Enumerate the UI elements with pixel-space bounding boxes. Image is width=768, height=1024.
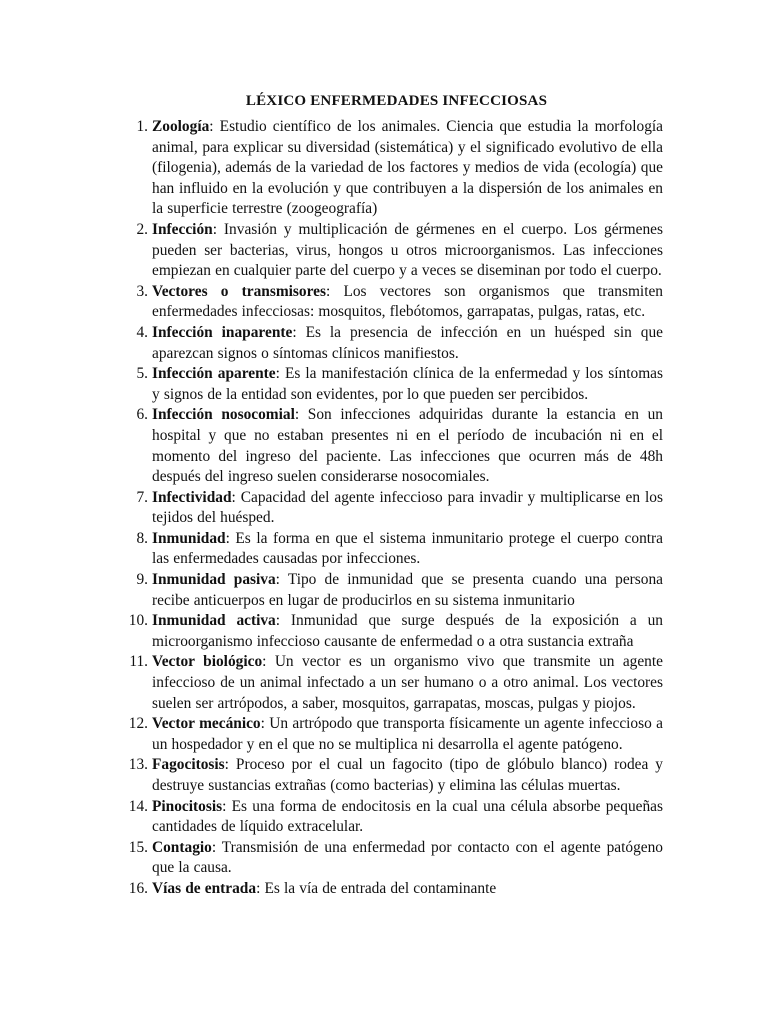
item-number: 15. [128,838,148,856]
glossary-item [124,714,663,755]
term-name: Contagio [152,838,212,856]
glossary-item [124,838,663,879]
item-number: 1. [136,118,148,135]
glossary-item [124,755,663,796]
item-number: 12. [128,715,148,733]
term-name: Pinocitosis [152,797,223,815]
term-name: Inmunidad activa [152,612,276,630]
term-name: Inmunidad [152,529,226,547]
term-definition: : Es la forma en que el sistema inmunitario protege el cuerpo contra las enfermedades causadas por infecciones. [152,529,663,568]
glossary-item [124,570,663,611]
term-name: Infección nosocomial [152,406,295,424]
term-definition: : Tipo de inmunidad que se presenta cuando una persona recibe anticuerpos en lugar de producirlos en su sistema inmunitario [152,571,663,609]
term-definition: : Inmunidad que surge después de la exposición a un microorganismo infeccioso causante de enfermedad o a otra sustancia extraña [152,612,664,650]
glossary-item [124,797,663,838]
document-title: LÉXICO ENFERMEDADES INFECCIOSAS [245,93,548,109]
item-number: 4. [136,323,148,341]
item-number: 9. [136,571,148,589]
term-name: Zoología [152,118,210,135]
term-name: Vector biológico [152,653,263,671]
term-name: Infección aparente [152,365,276,383]
term-definition: : Invasión y multiplicación de gérmenes en el cuerpo. Los gérmenes pueden ser bacterias, virus, hongos u otros microorganismos. Las infecciones empiezan en cualquier parte del cuerpo y a veces se diseminan por todo el cuerpo. [152,220,663,280]
term-name: Infección inaparente [152,323,293,341]
glossary-item [124,879,663,900]
term-name: Vector mecánico [152,715,261,733]
term-name: Fagocitosis [152,756,225,774]
glossary-item [124,364,663,405]
glossary-item [124,611,663,652]
term-definition: : Es la presencia de infección en un huésped sin que aparezcan signos o síntomas clínicos manifiestos. [152,323,663,362]
glossary-item [124,323,663,364]
term-definition: : Es la manifestación clínica de la enfermedad y los síntomas y signos de la entidad son evidentes, por lo que pueden ser percibidos. [152,365,663,403]
item-number: 14. [128,797,148,815]
item-number: 3. [136,282,148,300]
term-definition: : Son infecciones adquiridas durante la estancia en un hospital y que no estaban presentes ni en el período de incubación ni en el momento del ingreso del paciente. Las infecciones que ocurren más de 48h después del ingreso suelen considerarse nosocomiales. [152,406,663,486]
item-number: 2. [136,220,148,238]
glossary-item [124,405,663,487]
item-number: 11. [129,653,148,671]
item-number: 7. [136,488,148,506]
term-definition: : Un artrópodo que transporta físicamente un agente infeccioso a un hospedador y en el que no se multiplica ni desarrolla el agente patógeno. [152,715,663,753]
term-definition: : Transmisión de una enfermedad por contacto con el agente patógeno que la causa. [152,838,663,877]
term-definition: : Capacidad del agente infeccioso para invadir y multiplicarse en los tejidos del huésped. [152,488,663,527]
term-name: Infectividad [152,488,232,506]
glossary-item [124,117,663,220]
term-definition: : Es la vía de entrada del contaminante [256,879,497,897]
glossary-item [124,529,663,570]
glossary-item [124,220,663,282]
term-definition: : Es una forma de endocitosis en la cual una célula absorbe pequeñas cantidades de líquido extracelular. [152,797,663,836]
glossary-item [124,652,663,714]
item-number: 10. [128,612,148,630]
item-number: 13. [128,756,148,774]
term-name: Vías de entrada [152,879,257,897]
item-number: 6. [136,406,148,424]
glossary-item [124,282,663,323]
term-definition: : Estudio científico de los animales. Ciencia que estudia la morfología animal, para explicar su diversidad (sistemática) y el significado evolutivo de ella (filogenia), además de la variedad de los factores y medios de vida (ecología) que han influido en la evolución y que contribuyen a la dispersión de los animales en la superficie terrestre (zoogeografía) [152,118,663,218]
glossary-item [124,488,663,529]
term-definition: : Un vector es un organismo vivo que transmite un agente infeccioso de un animal infectado a un ser humano o a otro animal. Los vectores suelen ser artrópodos, a saber, mosquitos, garrapatas, moscas, pulgas y piojos. [152,653,663,712]
glossary-list [124,117,663,900]
term-name: Inmunidad pasiva [152,571,276,589]
term-name: Vectores o transmisores [152,282,326,300]
item-number: 16. [128,879,148,897]
term-name: Infección [152,220,213,238]
term-definition: : Proceso por el cual un fagocito (tipo de glóbulo blanco) rodea y destruye sustancias extrañas (como bacterias) y elimina las células muertas. [152,756,663,794]
item-number: 8. [136,529,148,547]
item-number: 5. [136,365,148,383]
term-definition: : Los vectores son organismos que transmiten enfermedades infecciosas: mosquitos, flebótomos, garrapatas, pulgas, ratas, etc. [152,282,663,321]
